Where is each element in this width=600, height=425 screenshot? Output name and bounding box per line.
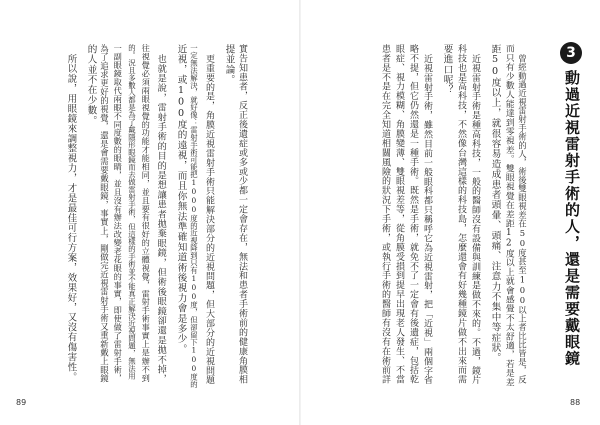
text-column: 眼症、視力模糊、角膜變薄、雙眼視差等，從角膜受損到提早出現老人發生、不當	[394, 44, 404, 385]
right-page	[302, 0, 600, 425]
text-column: 一定無法解決，就好像：雷射手術可能把1000度的近視降到只有100度，但卻留下100度的	[189, 44, 199, 388]
left-page	[0, 0, 298, 425]
text-column: 略不提，但它仍然還是一種手術。既然是手術，就免不了一定會有後遺症，包括乾	[408, 44, 418, 385]
text-column: 一副眼鏡取代兩眼不同度數的眼睛，並且沒有辦法改變老花眼的事實，即使做了雷射手術，	[113, 44, 124, 382]
gutter	[299, 0, 301, 425]
text-column: 提並論。	[223, 44, 235, 85]
text-column: 曾經動過近視雷射手術的人，術後雙眼視差在50度甚至100以上者比比皆是，反	[517, 54, 528, 384]
text-column: 近視雷射手術，雖然目前一般眼科都只稱呼它為近視雷射，把「近視」兩個字省	[422, 54, 432, 385]
text-column: 要進口呢？	[441, 44, 453, 95]
text-column: 也就是說，雷射手術的目的是想讓患者拋棄眼鏡，但術後眼鏡卻還是拋不掉，	[155, 54, 167, 384]
text-column: 實告知患者，反正後遺症或多或少都一定會存在，無法和患者手術前的健康角膜相	[237, 44, 247, 385]
text-column: 所以說，用眼鏡來調整視力，才是最佳可行方案，效果好，又沒有傷害性。	[65, 54, 77, 383]
text-column: 往視覺必須兩眼視覺的功能才能相同，並且要有很好的立體視覺，雷射手術事實上是辦不到	[141, 44, 152, 382]
text-column: 為了追求更好的視覺，還是會需要戴眼鏡，事實上，剛做完近視雷射手術又重新戴上眼鏡	[99, 44, 110, 383]
text-column: 近視，或100度的遠視，而且你無法準確知道術後視力會是多少。	[175, 44, 187, 355]
text-column: 患者是不是在完全知道相關風險的狀況下手術，或執行手術的醫師有沒有在術前詳	[380, 44, 390, 385]
text-column: 而只有少數人能達到零視差。雙眼視覺在差距12度以上就會感覺不太舒適，若是差	[503, 44, 514, 387]
page-number: 88	[570, 398, 581, 407]
text-column: 的人並不在少數。	[85, 44, 97, 126]
text-column: 的。況且多數人都是為了戴隱形眼鏡而去做雷射手術，但這樣的手術並不能真正解決近視問題，無法用	[127, 44, 137, 380]
text-column: 距50度以上，就很容易造成患者頭暈、頭痛、注意力不集中等症狀。	[489, 44, 501, 363]
section-number-badge: 3	[560, 42, 582, 64]
text-column: 科技也是高科技，不然像台灣這樣的科技島，怎麼還會有好幾種鏡片做不出來而需	[456, 44, 466, 385]
page-number: 89	[16, 398, 27, 407]
text-column: 近視雷射手術是種高科技，一般的醫師沒有設備與訓練是做不來的。不過，鏡片	[470, 54, 480, 385]
text-column: 更重要的是，角膜近視雷射手術只能解決部分的近視問題，但大部分的近視問題	[204, 54, 214, 385]
section-title: 動過近視雷射手術的人，還是需要戴眼鏡	[563, 70, 581, 367]
